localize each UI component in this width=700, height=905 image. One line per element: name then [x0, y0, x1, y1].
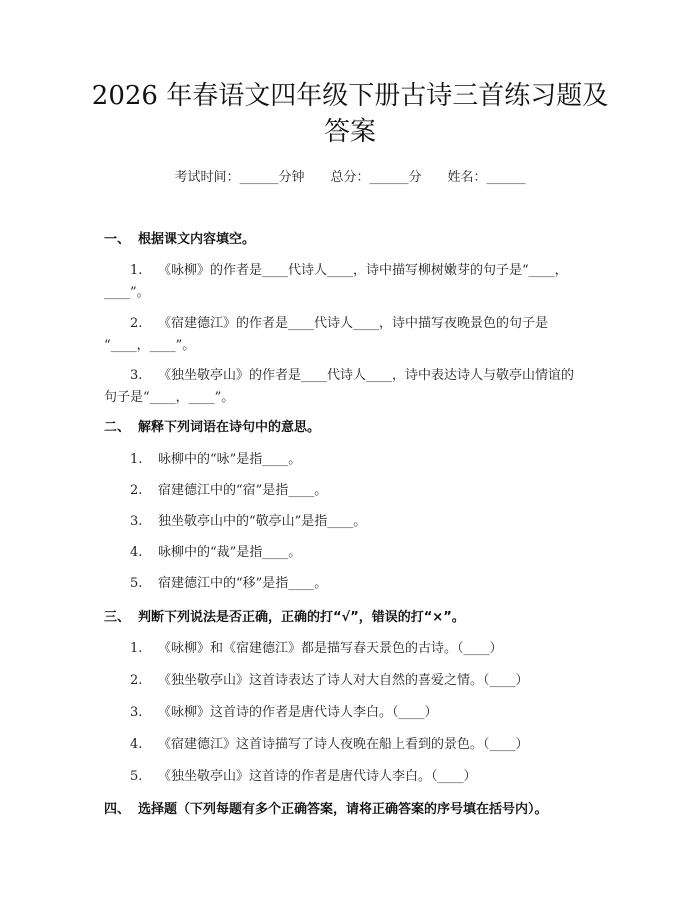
question-item: [130, 364, 590, 388]
question-number: 2.: [130, 483, 143, 498]
section-1-heading: [104, 230, 255, 250]
exam-score: 总分：______分: [330, 170, 422, 185]
question-text: 咏柳中的“裁”是指____。: [158, 545, 302, 560]
question-number: 3.: [130, 514, 143, 529]
section-title: 解释下列词语在诗句中的意思。: [138, 420, 321, 435]
question-continuation: ____”。: [104, 285, 150, 300]
question-text: 独坐敬亭山中的“敬亭山”是指____。: [158, 514, 367, 529]
question-item: [130, 259, 590, 283]
question-number: 3.: [130, 368, 143, 383]
question-item: [130, 510, 590, 534]
question-item: [130, 312, 590, 336]
document-title: [80, 78, 620, 150]
question-item: [130, 448, 590, 472]
question-item: [130, 733, 590, 757]
question-text: 《咏柳》的作者是____代诗人____，诗中描写柳树嫩芽的句子是“____，: [158, 263, 568, 278]
exam-time: 考试时间：______分钟: [174, 170, 305, 185]
question-number: 4.: [130, 545, 143, 560]
section-title: 判断下列说法是否正确，正确的打“√”，错误的打“×”。: [138, 610, 465, 625]
question-number: 5.: [130, 769, 143, 784]
question-text: 宿建德江中的“移”是指____。: [158, 576, 328, 591]
question-text: 宿建德江中的“宿”是指____。: [158, 483, 328, 498]
question-number: 1.: [130, 452, 143, 467]
question-item: [130, 765, 590, 789]
question-text: 《独坐敬亭山》这首诗的作者是唐代诗人李白。（____）: [158, 769, 477, 784]
section-number: 三、: [104, 610, 131, 625]
question-number: 5.: [130, 576, 143, 591]
question-number: 2.: [130, 673, 143, 688]
question-number: 2.: [130, 316, 143, 331]
section-title: 选择题（下列每题有多个正确答案，请将正确答案的序号填在括号内）。: [138, 802, 548, 817]
section-number: 二、: [104, 420, 131, 435]
question-text: 咏柳中的“咏”是指____。: [158, 452, 302, 467]
question-continuation: 句子是“____，____”。: [104, 390, 235, 405]
question-text: 《宿建德江》这首诗描写了诗人夜晚在船上看到的景色。（____）: [158, 737, 529, 752]
question-number: 1.: [130, 263, 143, 278]
question-text: 《咏柳》和《宿建德江》都是描写春天景色的古诗。（____）: [158, 641, 503, 656]
section-title: 根据课文内容填空。: [138, 232, 256, 247]
question-item: [130, 637, 590, 661]
question-text: 《独坐敬亭山》这首诗表达了诗人对大自然的喜爱之情。（____）: [158, 673, 529, 688]
title-line-2: 答案: [323, 117, 376, 147]
question-continuation: “____，____”。: [104, 338, 196, 353]
title-line-1: 2026 年春语文四年级下册古诗三首练习题及: [91, 81, 609, 111]
question-number: 4.: [130, 737, 143, 752]
question-number: 3.: [130, 705, 143, 720]
exam-name: 姓名：______: [447, 170, 526, 185]
section-number: 四、: [104, 802, 131, 817]
question-text: 《独坐敬亭山》的作者是____代诗人____，诗中表达诗人与敬亭山情谊的: [158, 368, 575, 383]
section-3-heading: [104, 608, 465, 628]
section-number: 一、: [104, 232, 131, 247]
question-item: [130, 701, 590, 725]
section-4-heading: [104, 800, 548, 820]
section-2-heading: [104, 418, 320, 438]
question-item: [130, 669, 590, 693]
question-item: [130, 541, 590, 565]
question-item: [130, 572, 590, 596]
question-number: 1.: [130, 641, 143, 656]
question-item: [130, 479, 590, 503]
question-text: 《宿建德江》的作者是____代诗人____，诗中描写夜晚景色的句子是: [158, 316, 549, 331]
exam-meta: [0, 168, 700, 188]
question-text: 《咏柳》这首诗的作者是唐代诗人李白。（____）: [158, 705, 438, 720]
